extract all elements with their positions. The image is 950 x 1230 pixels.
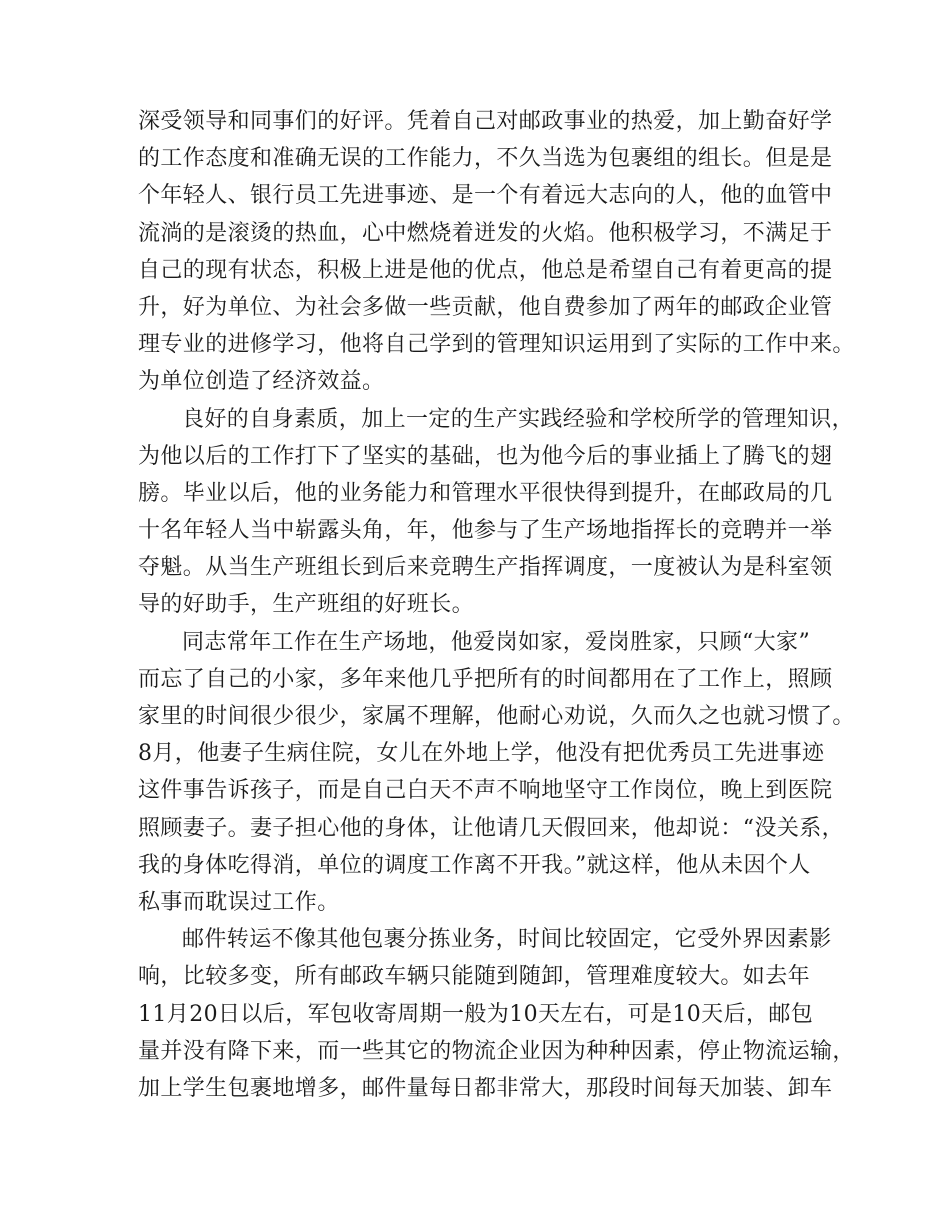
text-line: 理专业的进修学习，他将自己学到的管理知识运用到了实际的工作中来。: [138, 332, 855, 358]
text-line: 这件事告诉孩子，而是自己白天不声不响地坚守工作岗位，晚上到医院: [138, 778, 833, 804]
text-line: 为单位创造了经济效益。: [138, 369, 385, 395]
text-line: 流淌的是滚烫的热血，心中燃烧着迸发的火焰。他积极学习，不满足于: [138, 220, 833, 246]
text-line: 为他以后的工作打下了坚实的基础，也为他今后的事业插上了腾飞的翅: [138, 443, 833, 469]
text-line: 加上学生包裹地增多，邮件量每日都非常大，那段时间每天加装、卸车: [138, 1075, 833, 1101]
text-line: 家里的时间很少很少，家属不理解，他耐心劝说，久而久之也就习惯了。: [138, 704, 855, 729]
text-line: 膀。毕业以后，他的业务能力和管理水平很快得到提升，在邮政局的几: [138, 480, 833, 506]
text-line: 升，好为单位、为社会多做一些贡献，他自费参加了两年的邮政企业管: [138, 294, 833, 320]
body-text: [138, 103, 855, 1107]
text-line: 量并没有降下来，而一些其它的物流企业因为种种因素，停止物流运输，: [138, 1038, 855, 1064]
text-line: 11月20日以后，军包收寄周期一般为10天左右，可是10天后，邮包: [138, 1001, 814, 1027]
text-line: 自己的现有状态，积极上进是他的优点，他总是希望自己有着更高的提: [138, 257, 833, 283]
text-line: 我的身体吃得消，单位的调度工作离不开我。”就这样，他从未因个人: [138, 852, 811, 878]
paragraph-start-line: 同志常年工作在生产场地，他爱岗如家，爱岗胜家，只顾“大家”: [182, 629, 811, 655]
text-line: 导的好助手，生产班组的好班长。: [138, 592, 475, 618]
text-line: 私事而耽误过工作。: [138, 889, 340, 915]
text-line: 的工作态度和准确无误的工作能力，不久当选为包裹组的组长。但是是: [138, 146, 833, 172]
text-line: 个年轻人、银行员工先进事迹、是一个有着远大志向的人，他的血管中: [138, 183, 833, 209]
text-line: 8月，他妻子生病住院，女儿在外地上学，他没有把优秀员工先进事迹: [138, 741, 825, 767]
text-line: 十名年轻人当中崭露头角，年，他参与了生产场地指挥长的竞聘并一举: [138, 518, 833, 544]
text-line: 而忘了自己的小家，多年来他几乎把所有的时间都用在了工作上，照顾: [138, 666, 833, 692]
text-line: 夺魁。从当生产班组长到后来竞聘生产指挥调度，一度被认为是科室领: [138, 555, 833, 581]
text-line: 深受领导和同事们的好评。凭着自己对邮政事业的热爱，加上勤奋好学: [138, 109, 833, 134]
text-line: 响，比较多变，所有邮政车辆只能随到随卸，管理难度较大。如去年: [138, 964, 811, 990]
paragraph-start-line: 邮件转运不像其他包裹分拣业务，时间比较固定，它受外界因素影: [182, 927, 832, 953]
text-line: 照顾妻子。妻子担心他的身体，让他请几天假回来，他却说：“没关系，: [138, 815, 845, 841]
paragraph-start-line: 良好的自身素质，加上一定的生产实践经验和学校所学的管理知识，: [182, 406, 855, 432]
